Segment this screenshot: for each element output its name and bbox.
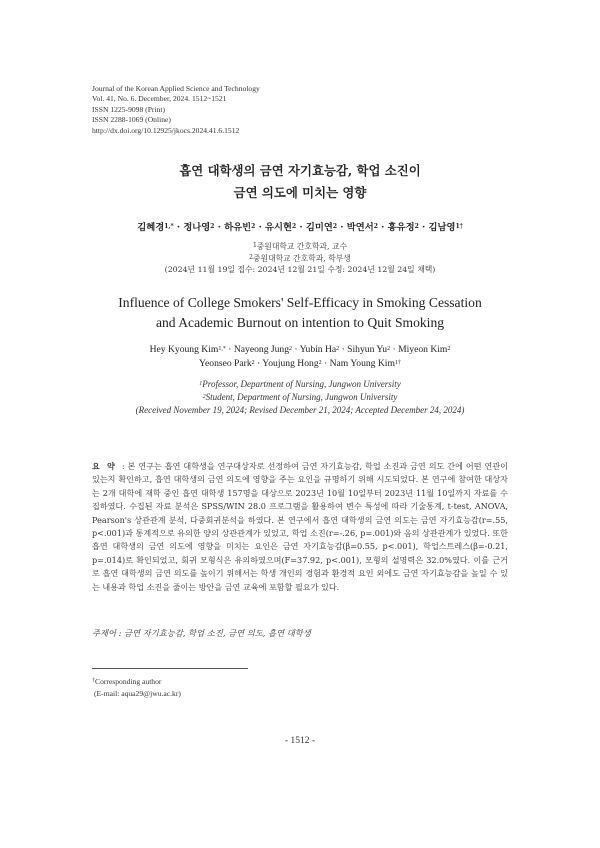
english-authors: [60, 343, 540, 370]
author-affil-mark: 2: [289, 346, 293, 353]
korean-dates: (2024년 11월 19일 접수: 2024년 12월 21일 수정: 2024년 12월 24일 채택): [164, 265, 436, 274]
english-authors-line2: Yeonseo Park$^2$ · Youjung Hong$^2$ · Nam Young Kim$^{1\dagger}$: [199, 357, 401, 369]
author-affil-mark: 2: [387, 346, 391, 353]
affil-text: 중원대학교 간호학과, 교수: [256, 242, 348, 251]
affil-mark: 2: [249, 253, 253, 261]
author-affil-mark: 1†: [394, 359, 401, 366]
affil-mark: 2: [202, 394, 206, 401]
korean-affiliations: [40, 241, 560, 276]
korean-title-line2: 금연 의도에 미치는 영향: [233, 185, 367, 200]
corresponding-author-label: Corresponding author: [95, 677, 162, 686]
journal-issn-online: ISSN 2288-1069 (Online): [92, 115, 171, 125]
abstract-label: 요 약: [92, 461, 117, 471]
author: Youjung Hong: [262, 357, 319, 369]
english-affiliations: [40, 378, 560, 417]
author: 김남영: [428, 222, 456, 233]
english-title: [40, 293, 560, 333]
footnote-divider: [92, 668, 248, 669]
corresponding-email[interactable]: (E-mail: aqua29@jwu.ac.kr): [94, 688, 181, 698]
abstract-text: : 본 연구는 흡연 대학생을 연구대상자로 선정하여 금연 자기효능감, 학업 소진과 금연 의도 간에 어떤 연관이 있는지 확인하고, 흡연 대학생의 금연 의도에 영향을 주는 요인을 규명하기 위해 시도되었다. 본 연구에 참여한 대상자는 2개 대학에 재학 중인 흡연 대학생 157명을 대상으로 2023년 10월 10일부터 2023년 11월 10일까지 자료를 수집하였다. 수집된 자료 분석은 SPSS/WIN 28.0 프로그램을 활용하여 변수 특성에 따라 기술통계, t-test, ANOVA, Pearson's 상관관계 분석, 다중회귀분석을 하였다. 본 연구에서 흡연 대학생의 금연 의도는 금연 자기효능감(r=.55, p<.001)과 통계적으로 유의한 양의 상관관계가 있었고, 학업 소진(r=-.26, p=.001)와 음의 상관관계가 있었다. 또한 흡연 대학생의 금연 의도에 영향을 미치는 요인은 금연 자기효능감(β=0.55, p<.001), 학업스트레스(β=-0.21, p=.014)로 확인되었고, 회귀 모형식은 유의하였으며(F=37.92, p<.001), 모형의 설명력은 32.0%였다. 이를 근거로 흡연 대학생의 금연 의도를 높이기 위해서는 학생 개인의 경험과 환경적 요인 외에도 금연 자기효능감을 높일 수 있는 내용과 학업 소진을 줄이는 방안을 금연 교육에 포함할 필요가 있다.: [92, 461, 508, 592]
author: 박연서: [346, 222, 374, 233]
author-affil-mark: 2: [292, 223, 297, 231]
journal-name: Journal of the Korean Applied Science and Technology: [92, 84, 260, 93]
affil-text: 중원대학교 간호학과, 학부생: [253, 253, 351, 263]
english-dates: (Received November 19, 2024; Revised December 21, 2024; Accepted December 24, 2024): [135, 405, 465, 415]
author-affil-mark: 2: [336, 346, 340, 353]
page-number: - 1512 -: [284, 735, 316, 746]
affil-text: Student, Department of Nursing, Jungwon University: [205, 392, 398, 402]
author-affil-mark: 1,*: [218, 346, 226, 353]
author: Miyeon Kim: [398, 344, 448, 355]
keywords: 주제어 : 금연 자기효능감, 학업 소진, 금연 의도, 흡연 대학생: [92, 628, 311, 638]
author: Yeonseo Park: [199, 357, 252, 369]
affil-mark: 1: [252, 242, 257, 250]
author-affil-mark: 2: [447, 346, 451, 353]
author-affil-mark: 2: [373, 223, 378, 231]
author: 김미연: [305, 222, 333, 233]
journal-info: [92, 84, 260, 136]
author: 유시현: [265, 222, 292, 233]
author: Nayeong Jung: [233, 344, 290, 355]
affil-text: Professor, Department of Nursing, Jungwon University: [202, 379, 401, 389]
author-affil-mark: 2: [210, 223, 215, 231]
author-affil-mark: 2: [318, 359, 322, 366]
author: 김혜경: [137, 222, 165, 233]
author-affil-mark: 1,*: [164, 223, 174, 231]
english-title-line2: and Academic Burnout on intention to Quit Smoking: [155, 315, 445, 330]
english-affiliation-2: [40, 391, 560, 404]
author-affil-mark: 2: [414, 223, 419, 231]
author: 하유빈: [224, 222, 252, 233]
author-affil-mark: 1†: [455, 223, 463, 231]
journal-volume: Vol. 41, No. 6. December, 2024. 1512~1521: [92, 94, 227, 104]
journal-doi-link[interactable]: http://dx.doi.org/10.12925/jkocs.2024.41.6.1512: [92, 125, 240, 135]
english-title-line1: Influence of College Smokers' Self-Efficacy in Smoking Cessation: [118, 295, 482, 310]
korean-title-line1: 흡연 대학생의 금연 자기효능감, 학업 소진이: [179, 163, 421, 178]
abstract: [92, 460, 508, 594]
korean-affiliation-1: [40, 241, 560, 253]
author: Sihyun Yu: [347, 344, 388, 355]
journal-issn-print: ISSN 1225-9098 (Print): [92, 104, 165, 114]
author: Nam Young Kim: [329, 357, 395, 369]
author-affil-mark: 2: [332, 223, 338, 231]
korean-affiliation-2: [40, 253, 560, 265]
author-affil-mark: 2: [251, 223, 256, 231]
english-affiliation-1: [40, 378, 560, 391]
author: Yubin Ha: [299, 344, 337, 355]
author-affil-mark: 2: [251, 359, 255, 366]
author: 홍유정: [387, 222, 415, 233]
korean-authors: 김혜경$^{1,*}$ · 정나영$^2$ · 하유빈$^2$ · 유시현$^2$ · 김미연$^2$ · 박연서$^2$ · 홍유정$^2$ · 김남영$^{1\dagger}$: [137, 222, 463, 233]
affil-mark: 1: [199, 381, 203, 388]
dagger-mark: †: [92, 678, 95, 685]
english-authors-line1: Hey Kyoung Kim$^{1,*}$ · Nayeong Jung$^2$ · Yubin $Ha^2$ · Sihyun $Yu^2$ · Miyeon Kim$^2$: [149, 344, 451, 355]
korean-title: [60, 160, 540, 204]
author: Hey Kyoung Kim: [149, 344, 219, 355]
footnote: [92, 676, 181, 699]
author: 정나영: [183, 222, 211, 233]
corresponding-author: [92, 676, 181, 688]
